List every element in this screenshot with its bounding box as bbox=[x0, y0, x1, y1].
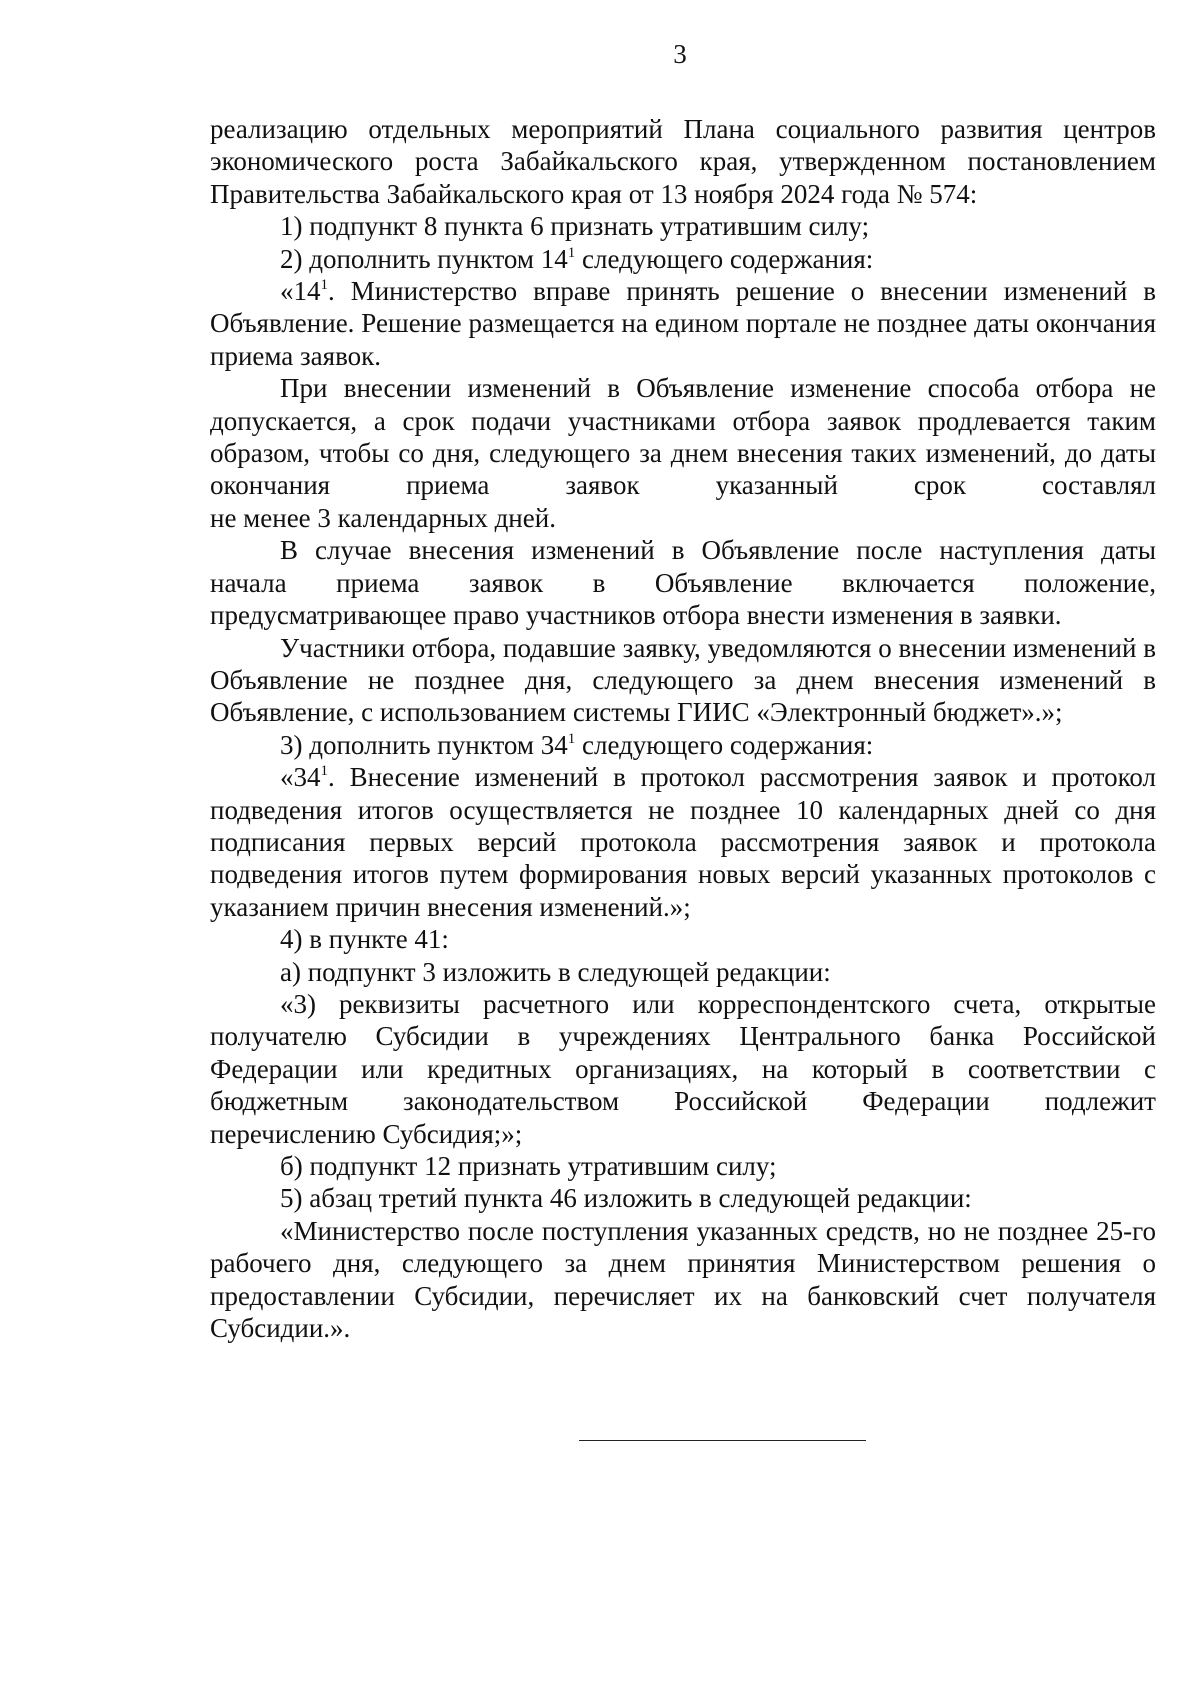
paragraph-changes-after-start: В случае внесения изменений в Объявление после наступления даты начала приема заявок в Объявление включается положение, bbox=[210, 535, 1156, 598]
paragraph-item-5: 5) абзац третий пункта 46 изложить в следующей редакции: bbox=[280, 1183, 972, 1214]
item-3-text: 3) дополнить пунктом 34 bbox=[280, 729, 568, 760]
paragraph-item-1: 1) подпункт 8 пункта 6 признать утратившим силу; bbox=[280, 211, 870, 242]
paragraph-participants-notice: Участники отбора, подавшие заявку, уведомляются о внесении изменений в Объявление не позднее дня, следующего за днем внесения изменений в Объявление, с использованием системы ГИИС «Электронный бюджет».»; bbox=[210, 632, 1156, 728]
paragraph-item-3 bbox=[210, 729, 1156, 761]
paragraph-clause-14-1 bbox=[210, 275, 1156, 372]
paragraph-bank-details-end: перечислению Субсидия;»; bbox=[210, 1118, 523, 1149]
paragraph-item-4: 4) в пункте 41: bbox=[280, 924, 449, 955]
page-number: 3 bbox=[673, 39, 687, 69]
paragraph-clause-34-1 bbox=[210, 761, 1156, 923]
paragraph-item-2 bbox=[210, 243, 1156, 275]
document-body bbox=[210, 113, 1156, 1344]
paragraph-subitem-a: а) подпункт 3 изложить в следующей редакции: bbox=[280, 956, 831, 987]
clause-14-1-superscript: 1 bbox=[320, 277, 328, 294]
item-2-superscript: 1 bbox=[567, 244, 576, 261]
clause-14-1-number: «14 bbox=[280, 276, 321, 307]
paragraph-subitem-b: б) подпункт 12 признать утратившим силу; bbox=[280, 1151, 777, 1181]
paragraph-bank-details: «3) реквизиты расчетного или корреспондентского счета, открытые получателю Субсидии в учреждениях Центрального банка Российской Федерации или кредитных организациях, на который в соответствии с бюджетным законодательством Российской Федерации подлежит bbox=[210, 988, 1156, 1117]
paragraph-changes-procedure: При внесении изменений в Объявление изменение способа отбора не допускается, а срок подачи участниками отбора заявок продлевается таким образом, чтобы со дня, следующего за днем внесения таких изменений, до даты окончания приема заявок указанный срок составлял bbox=[210, 373, 1156, 501]
paragraph-intro: реализацию отдельных мероприятий Плана социального развития центров экономического роста Забайкальского края, утвержденном постановлением Правительства Забайкальского края от 13 ноября 2024 года № 574: bbox=[210, 114, 1156, 209]
paragraph-changes-procedure-end: не менее 3 календарных дней. bbox=[210, 502, 556, 533]
end-rule bbox=[579, 1440, 866, 1441]
item-3-superscript: 1 bbox=[567, 730, 576, 747]
paragraph-changes-after-start-end: предусматривающее право участников отбора внести изменения в заявки. bbox=[210, 600, 1062, 631]
item-3-text-end: следующего содержания: bbox=[575, 729, 874, 760]
item-2-text-end: следующего содержания: bbox=[575, 243, 874, 274]
item-2-text: 2) дополнить пунктом 14 bbox=[280, 243, 568, 274]
clause-14-1-text: . Министерство вправе принять решение о внесении изменений в Объявление. Решение размещается на едином портале не позднее даты окончания приема заявок. bbox=[210, 276, 1156, 371]
clause-34-1-superscript: 1 bbox=[320, 763, 328, 780]
clause-34-1-text: . Внесение изменений в протокол рассмотрения заявок и протокол подведения итогов осуществляется не позднее 10 календарных дней со дня подписания первых версий протокола рассмотрения заявок и протокола подведения итогов путем формирования новых версий указанных протоколов с указанием причин внесения изменений.»; bbox=[210, 762, 1156, 922]
clause-34-1-number: «34 bbox=[280, 762, 321, 793]
paragraph-ministry-transfer: «Министерство после поступления указанных средств, но не позднее 25-го рабочего дня, следующего за днем принятия Министерством решения о предоставлении Субсидии, перечисляет их на банковский счет получателя Субсидии.». bbox=[210, 1215, 1156, 1344]
